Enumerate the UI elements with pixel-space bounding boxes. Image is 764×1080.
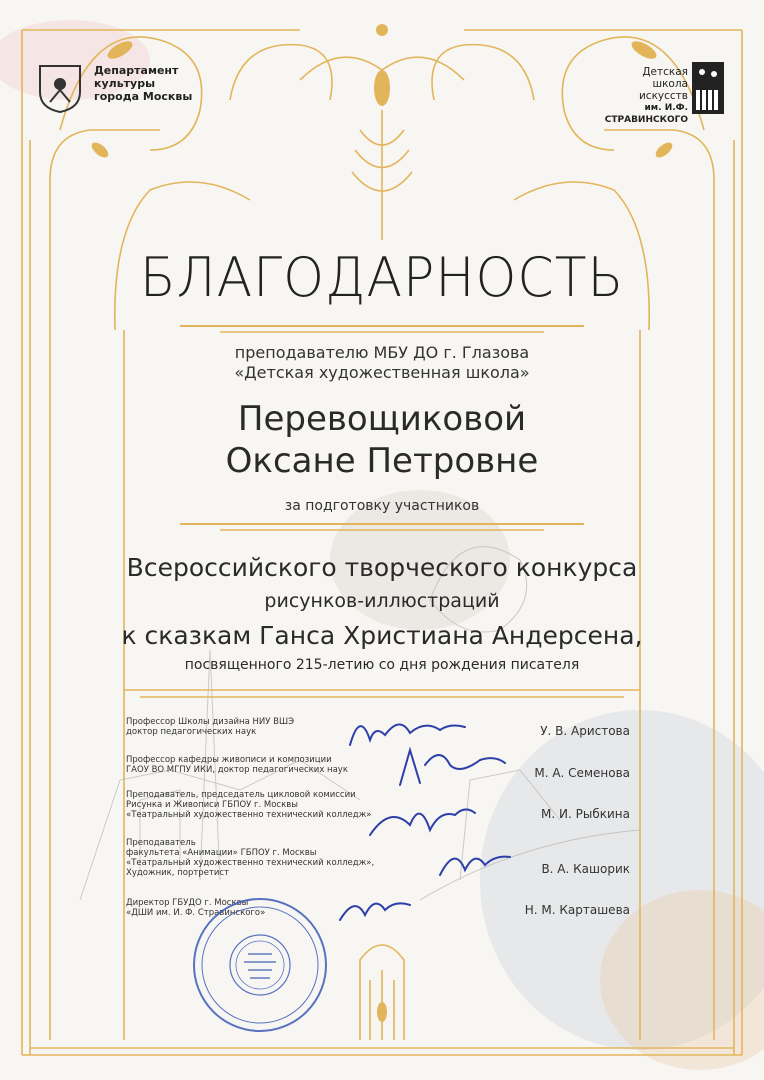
title-line: Преподаватель [126,838,196,848]
title-line: Профессор Школы дизайна НИУ ВШЭ [126,717,295,727]
title-line: ГАОУ ВО МГПУ ИКИ, доктор педагогических наук [126,765,348,775]
signatory-name: М. И. Рыбкина [541,807,630,821]
title-line: «ДШИ им. И. Ф. Стравинского» [126,908,266,918]
contest-line: к сказкам Ганса Христиана Андерсена, [121,621,643,650]
school-line: искусств [638,90,688,102]
title-line: доктор педагогических наук [126,727,257,737]
signatory-name: У. В. Аристова [540,724,630,738]
department-name [94,64,192,103]
moscow-coat-of-arms-logo [36,62,84,114]
department-line: культуры [94,77,156,90]
title-line: Рисунка и Живописи ГБПОУ г. Москвы [126,800,298,810]
piano-school-logo [690,60,726,116]
department-line: Департамент [94,64,179,77]
department-line: города Москвы [94,90,193,103]
title-line: Преподаватель, председатель цикловой комиссии [126,790,356,800]
position-line: «Детская художественная школа» [234,363,530,382]
contest-dedication: посвященного 215-летию со дня рождения писателя [184,657,580,673]
recipient-name [0,398,764,482]
name-line: Оксане Петровне [225,441,539,481]
official-stamp [190,895,330,1035]
signatory-name: М. А. Семенова [534,766,630,780]
name-line: Перевощиковой [237,399,527,439]
position-line: преподавателю МБУ ДО г. Глазова [234,343,530,362]
title-line: «Театральный художественно технический колледж», [126,858,375,868]
school-line: школа [652,78,688,90]
school-subtitle: им. И.Ф. СТРАВИНСКОГО [604,103,688,125]
handwritten-signatures [330,705,520,945]
title-line: Профессор кафедры живописи и композиции [126,755,332,765]
title-line: факультета «Анимации» ГБПОУ г. Москвы [126,848,317,858]
title-line: Директор ГБУДО г. Москвы [126,898,249,908]
school-name [560,66,688,126]
title-line: Художник, портретист [126,868,230,878]
contest-line: Всероссийского творческого конкурса [126,553,638,582]
contest-line: рисунков-иллюстраций [264,590,500,612]
certificate-title: БЛАГОДАРНОСТЬ [139,246,625,310]
title-line: «Театральный художественно технический колледж» [126,810,372,820]
signatory-name: Н. М. Карташева [524,903,630,917]
signatory-name: В. А. Кашорик [541,862,630,876]
recipient-position [0,343,764,383]
award-reason: за подготовку участников [284,498,480,514]
school-line: Детская [642,66,688,78]
